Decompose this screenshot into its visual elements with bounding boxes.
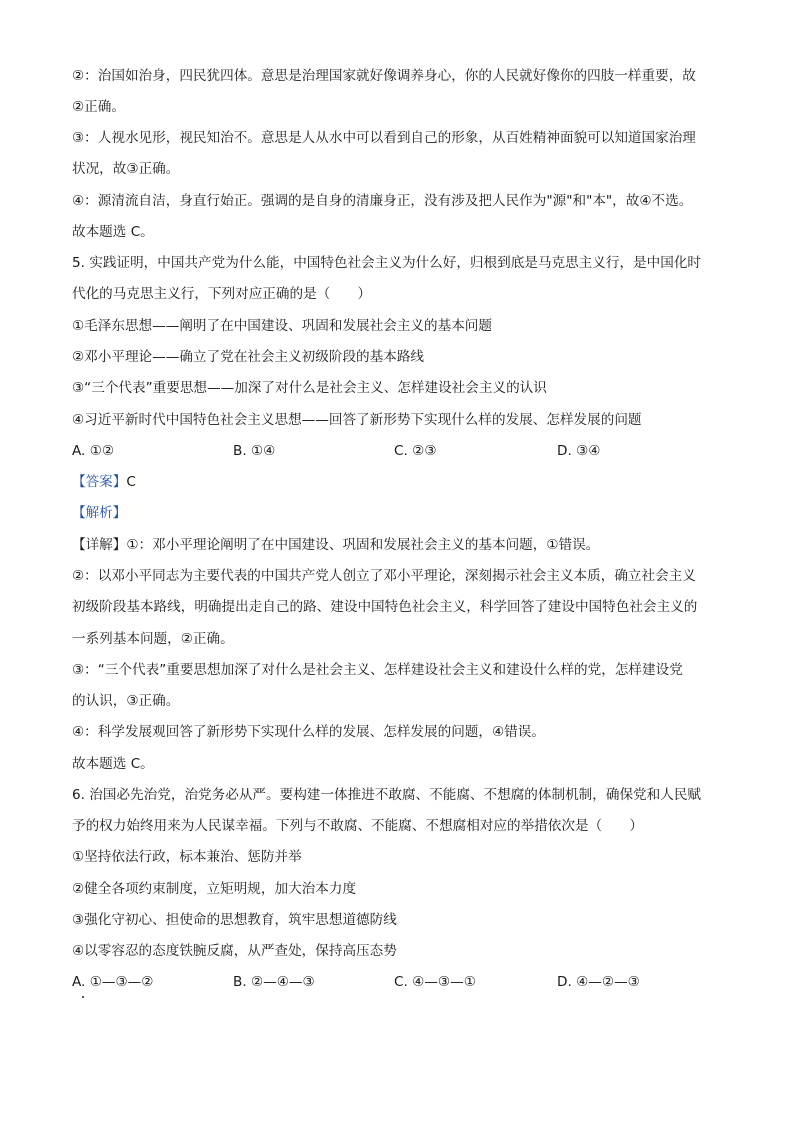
q6-item-4: ④以零容忍的态度铁腕反腐，从严查处，保持高压态势 bbox=[72, 943, 397, 959]
q5-analysis-heading bbox=[72, 503, 126, 523]
q6-options bbox=[72, 972, 732, 992]
q6-option-b: B. ②—④—③ bbox=[233, 974, 315, 990]
q6-option-a: A. ①—③—② bbox=[72, 974, 154, 990]
q5-item-1: ①毛泽东思想——阐明了在中国建设、巩固和发展社会主义的基本问题 bbox=[72, 318, 492, 334]
q5-item-3: ③“三个代表”重要思想——加深了对什么是社会主义、怎样建设社会主义的认识 bbox=[72, 380, 547, 396]
q6-item-1: ①坚持依法行政，标本兼治、惩防并举 bbox=[72, 849, 302, 865]
q5-detail-line-3b: 的认识，③正确。 bbox=[72, 693, 180, 709]
answer-value: C bbox=[126, 474, 136, 490]
q5-option-c: C. ②③ bbox=[394, 443, 437, 459]
q6-item-2: ②健全各项约束制度，立矩明规，加大治本力度 bbox=[72, 881, 357, 897]
q6-item-3: ③强化守初心、担使命的思想教育，筑牢思想道德防线 bbox=[72, 912, 397, 928]
q5-option-d: D. ③④ bbox=[557, 443, 601, 459]
stray-dot bbox=[82, 996, 84, 998]
q4-analysis-line-2a: ②：治国如治身，四民犹四体。意思是治理国家就好像调养身心，你的人民就好像你的四肢一样重要，故 bbox=[72, 68, 696, 84]
answer-tag: 【答案】 bbox=[72, 474, 127, 490]
q4-analysis-line-3b: 状况，故③正确。 bbox=[72, 161, 180, 177]
analysis-tag: 【解析】 bbox=[72, 505, 127, 521]
q5-options bbox=[72, 441, 732, 461]
q5-answer bbox=[72, 472, 136, 492]
q5-detail-line-4: ④：科学发展观回答了新形势下实现什么样的发展、怎样发展的问题，④错误。 bbox=[72, 724, 545, 740]
q4-analysis-line-3a: ③：人视水见形，视民知治不。意思是人从水中可以看到自己的形象，从百姓精神面貌可以知道国家治理 bbox=[72, 130, 696, 146]
q5-option-a: A. ①② bbox=[72, 443, 115, 459]
q4-analysis-line-4: ④：源清流自洁，身直行始正。强调的是自身的清廉身正，没有涉及把人民作为"源"和"本"，故④不选。 bbox=[72, 193, 693, 209]
q5-item-4: ④习近平新时代中国特色社会主义思想——回答了新形势下实现什么样的发展、怎样发展的问题 bbox=[72, 412, 642, 428]
q5-detail-line-2c: 一系列基本问题，②正确。 bbox=[72, 631, 234, 647]
detail-text-1: ①：邓小平理论阐明了在中国建设、巩固和发展社会主义的基本问题，①错误。 bbox=[126, 537, 600, 553]
detail-tag: 【详解】 bbox=[72, 537, 127, 553]
q5-item-2: ②邓小平理论——确立了党在社会主义初级阶段的基本路线 bbox=[72, 349, 425, 365]
q4-conclusion: 故本题选 C。 bbox=[72, 224, 154, 240]
q6-option-d: D. ④—②—③ bbox=[557, 974, 640, 990]
q5-stem-line-2: 代化的马克思主义行，下列对应正确的是（ ） bbox=[72, 286, 372, 302]
q5-stem-line-1: 5. 实践证明，中国共产党为什么能，中国特色社会主义为什么好，归根到底是马克思主义行，是中国化时 bbox=[72, 255, 702, 271]
q4-analysis-line-2b: ②正确。 bbox=[72, 99, 125, 115]
q5-detail-line-1 bbox=[72, 535, 599, 555]
q5-option-b: B. ①④ bbox=[233, 443, 276, 459]
q6-option-c: C. ④—③—① bbox=[394, 974, 476, 990]
q5-conclusion: 故本题选 C。 bbox=[72, 756, 154, 772]
q5-detail-line-3a: ③：“三个代表”重要思想加深了对什么是社会主义、怎样建设社会主义和建设什么样的党，怎样建设党 bbox=[72, 662, 683, 678]
q5-detail-line-2b: 初级阶段基本路线，明确提出走自己的路、建设中国特色社会主义，科学回答了建设中国特色社会主义的 bbox=[72, 599, 698, 615]
q6-stem-line-2: 予的权力始终用来为人民谋幸福。下列与不敢腐、不能腐、不想腐相对应的举措依次是（ ） bbox=[72, 818, 643, 834]
q6-stem-line-1: 6. 治国必先治党，治党务必从严。要构建一体推进不敢腐、不能腐、不想腐的体制机制，确保党和人民赋 bbox=[72, 787, 702, 803]
q5-detail-line-2a: ②：以邓小平同志为主要代表的中国共产党人创立了邓小平理论，深刻揭示社会主义本质，确立社会主义 bbox=[72, 568, 696, 584]
